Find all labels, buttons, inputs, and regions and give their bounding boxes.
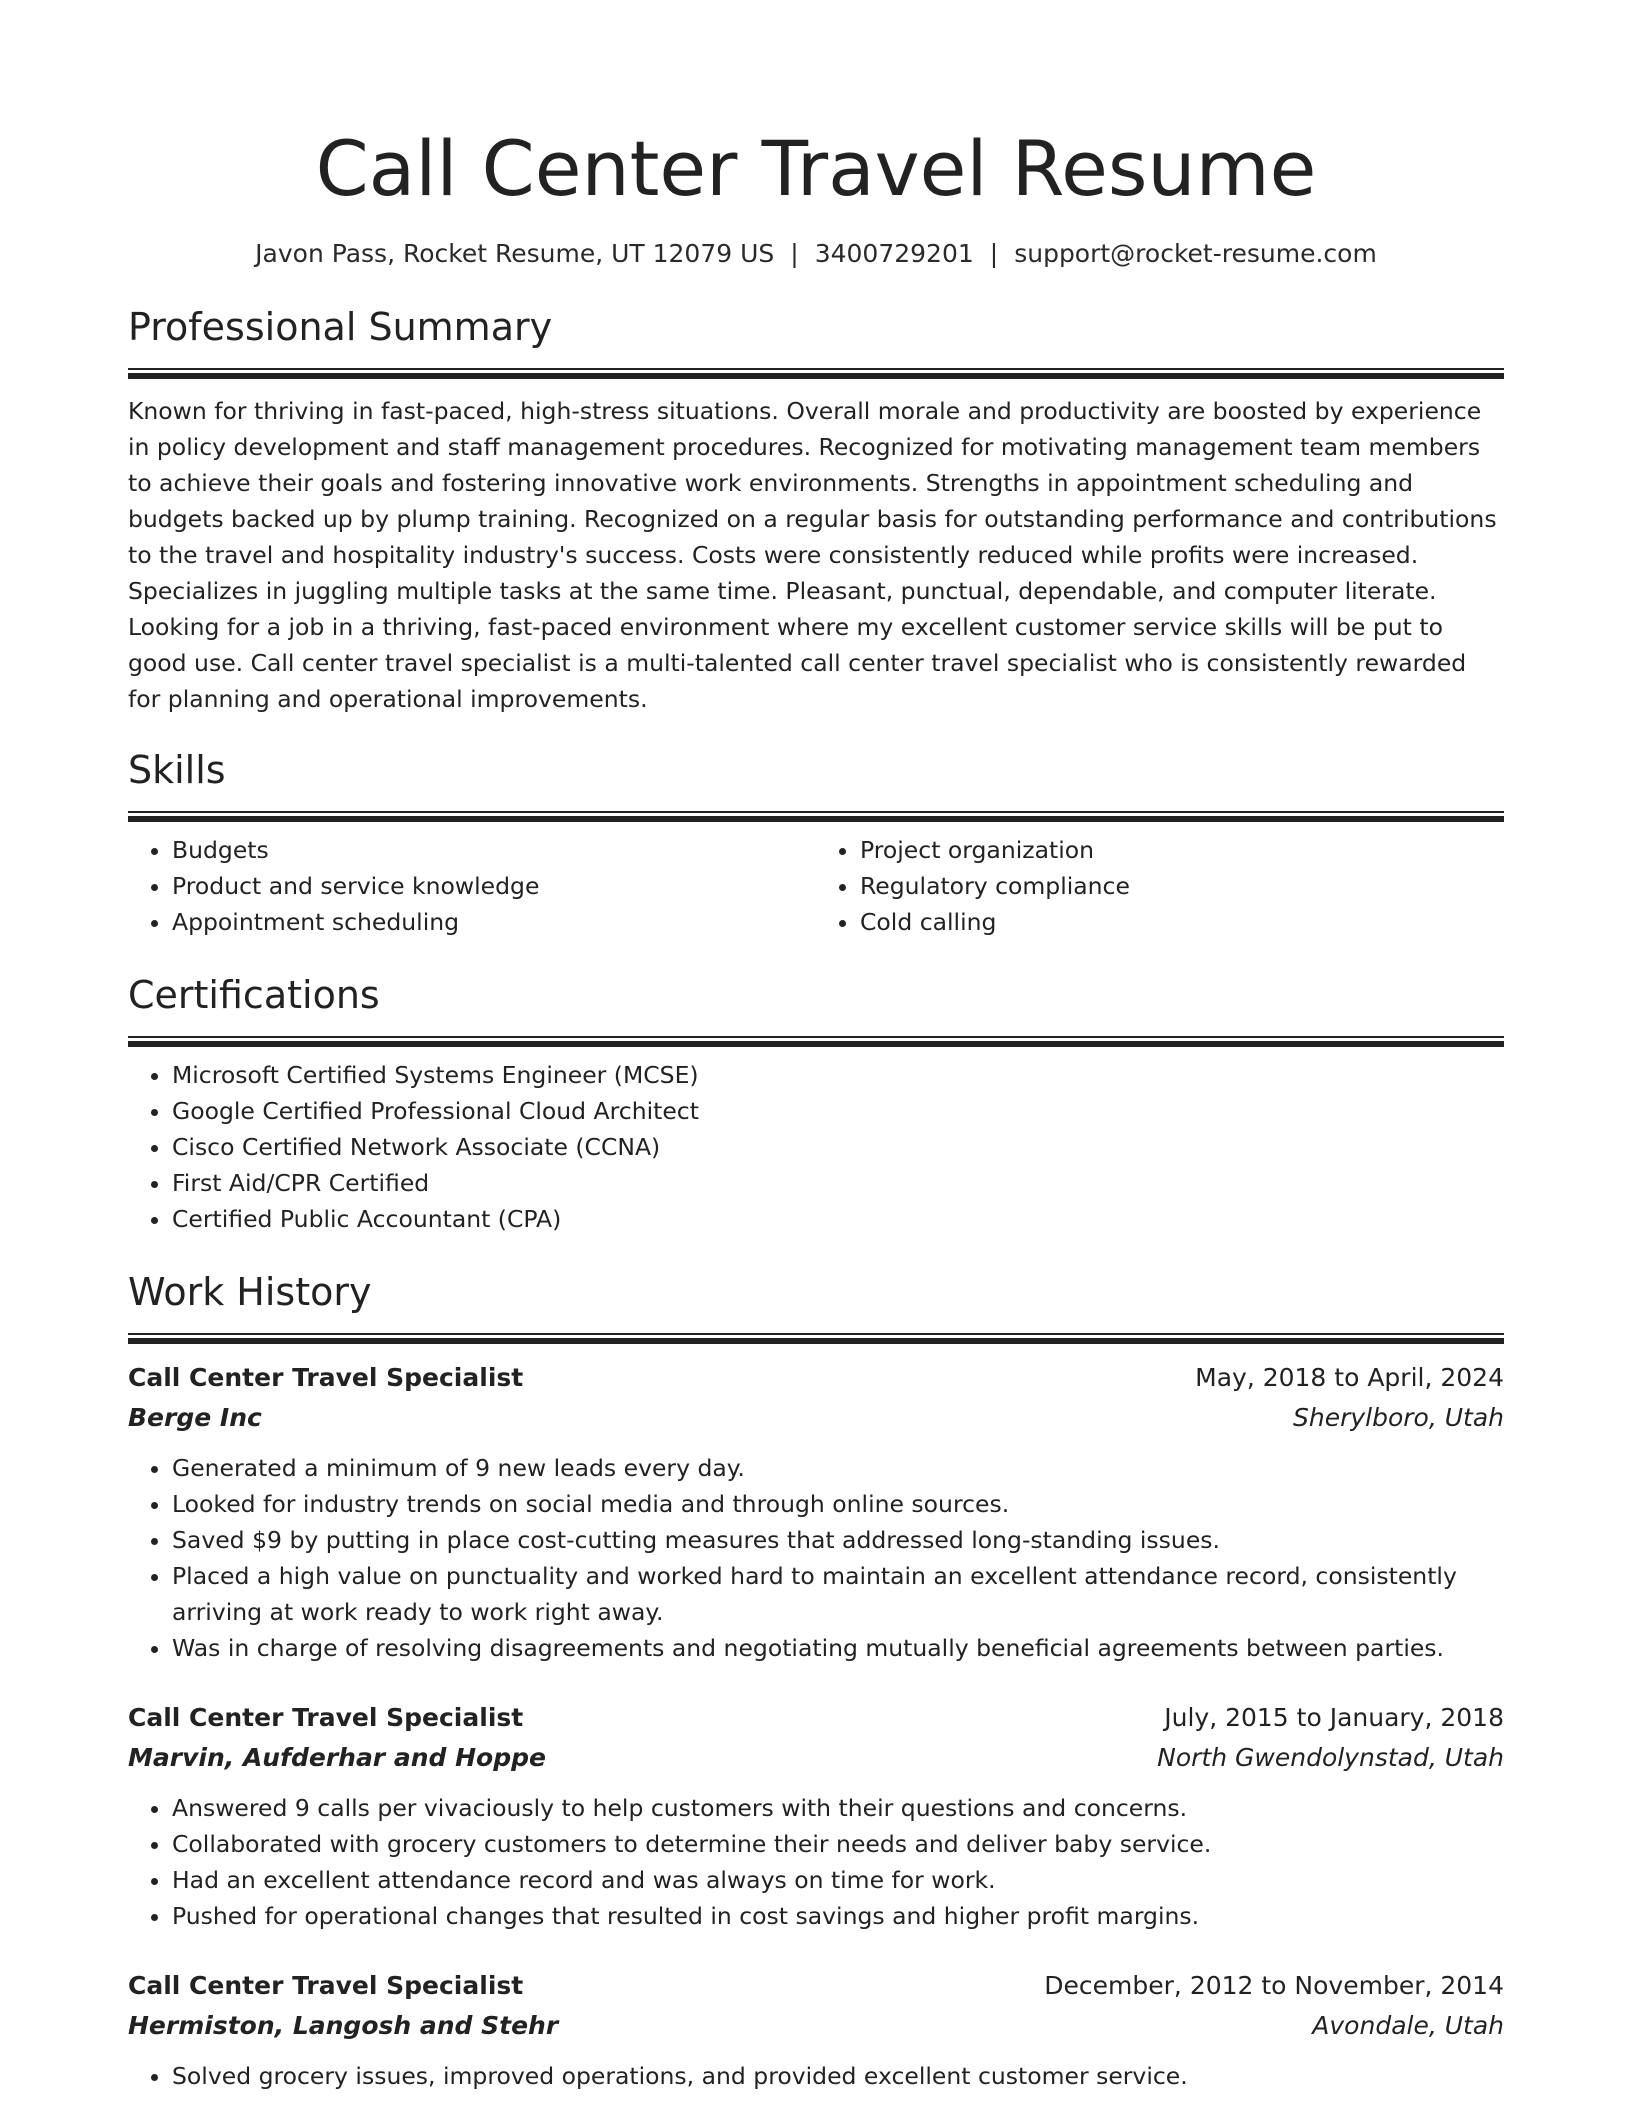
- job-duty: • Placed a high value on punctuality and worked hard to maintain an excellent attendance record, consistently arriving at work ready to work right away.: [172, 1558, 1504, 1630]
- job-header-row: [128, 1358, 1504, 1398]
- job-company-row: [128, 1738, 1504, 1778]
- skill-item: • Budgets: [172, 832, 816, 868]
- summary-text: Known for thriving in fast-paced, high-stress situations. Overall morale and productivity are boosted by experience in policy development and staff management procedures. Recognized for motivating management team members to achieve their goals and fostering innovative work environments. Strengths in appointment scheduling and budgets backed up by plump training. Recognized on a regular basis for outstanding performance and contributions to the travel and hospitality industry's success. Costs were consistently reduced while profits were increased. Specializes in juggling multiple tasks at the same time. Pleasant, punctual, dependable, and computer literate. Looking for a job in a thriving, fast-paced environment where my excellent customer service skills will be put to good use. Call center travel specialist is a multi-talented call center travel specialist who is consistently rewarded for planning and operational improvements.: [128, 397, 1497, 713]
- skills-section: [128, 745, 1504, 940]
- job-duty: • Solved grocery issues, improved operations, and provided excellent customer service.: [172, 2058, 1504, 2094]
- skill-item: • Appointment scheduling: [172, 904, 816, 940]
- section-divider: [128, 1036, 1504, 1047]
- job-company: Berge Inc: [128, 1403, 262, 1432]
- job-entry: [128, 1358, 1504, 1666]
- job-duty: • Saved $9 by putting in place cost-cutting measures that addressed long-standing issues.: [172, 1522, 1504, 1558]
- section-divider: [128, 1333, 1504, 1344]
- job-duty: • Answered 9 calls per vivaciously to help customers with their questions and concerns.: [172, 1790, 1504, 1826]
- job-entry: [128, 1698, 1504, 1934]
- job-company: Hermiston, Langosh and Stehr: [128, 2011, 559, 2040]
- contact-separator: |: [989, 239, 999, 268]
- work-history-section: [128, 1267, 1504, 2094]
- certification-item: • Microsoft Certified Systems Engineer (MCSE): [172, 1057, 1504, 1093]
- job-header-row: [128, 1698, 1504, 1738]
- certification-item: • Cisco Certified Network Associate (CCNA): [172, 1129, 1504, 1165]
- skills-list-left: [128, 832, 816, 940]
- job-duty: • Was in charge of resolving disagreements and negotiating mutually beneficial agreements between parties.: [172, 1630, 1504, 1666]
- resume-title: Call Center Travel Resume: [315, 124, 1317, 213]
- contact-phone: 3400729201: [814, 239, 974, 268]
- certifications-heading: Certifications: [128, 973, 380, 1017]
- summary-section: [128, 302, 1504, 717]
- contact-email[interactable]: support@rocket-resume.com: [1014, 239, 1377, 268]
- job-duty: • Looked for industry trends on social media and through online sources.: [172, 1486, 1504, 1522]
- job-entry: [128, 1966, 1504, 2094]
- certification-item: • Google Certified Professional Cloud Architect: [172, 1093, 1504, 1129]
- job-location: Avondale, Utah: [1312, 2011, 1504, 2040]
- contact-line: [128, 236, 1504, 272]
- summary-heading: Professional Summary: [128, 305, 553, 349]
- job-company: Marvin, Aufderhar and Hoppe: [128, 1743, 546, 1772]
- skills-list-right: [816, 832, 1504, 940]
- section-divider: [128, 811, 1504, 822]
- job-title: Call Center Travel Specialist: [128, 1971, 524, 2000]
- skill-item: • Regulatory compliance: [860, 868, 1504, 904]
- certifications-section: [128, 970, 1504, 1237]
- work-history-heading: Work History: [128, 1270, 372, 1314]
- skill-item: • Product and service knowledge: [172, 868, 816, 904]
- job-duties-list: [128, 2058, 1504, 2094]
- job-company-row: [128, 1398, 1504, 1438]
- skills-grid: [128, 822, 1504, 940]
- job-duty: • Collaborated with grocery customers to determine their needs and deliver baby service.: [172, 1826, 1504, 1862]
- job-dates: December, 2012 to November, 2014: [1044, 1971, 1504, 2000]
- job-dates: July, 2015 to January, 2018: [1164, 1703, 1504, 1732]
- job-dates: May, 2018 to April, 2024: [1195, 1363, 1504, 1392]
- job-header-row: [128, 1966, 1504, 2006]
- job-title: Call Center Travel Specialist: [128, 1363, 524, 1392]
- job-title: Call Center Travel Specialist: [128, 1703, 524, 1732]
- section-divider: [128, 368, 1504, 379]
- job-duties-list: [128, 1450, 1504, 1666]
- contact-address: Javon Pass, Rocket Resume, UT 12079 US: [255, 239, 775, 268]
- job-location: Sherylboro, Utah: [1292, 1403, 1504, 1432]
- job-duty: • Had an excellent attendance record and was always on time for work.: [172, 1862, 1504, 1898]
- certifications-list: [128, 1057, 1504, 1237]
- contact-separator: |: [790, 239, 799, 268]
- skills-heading: Skills: [128, 748, 226, 792]
- job-location: North Gwendolynstad, Utah: [1157, 1743, 1504, 1772]
- job-duties-list: [128, 1790, 1504, 1934]
- skill-item: • Cold calling: [860, 904, 1504, 940]
- certification-item: • First Aid/CPR Certified: [172, 1165, 1504, 1201]
- certification-item: • Certified Public Accountant (CPA): [172, 1201, 1504, 1237]
- job-duty: • Pushed for operational changes that resulted in cost savings and higher profit margins.: [172, 1898, 1504, 1934]
- skill-item: • Project organization: [860, 832, 1504, 868]
- job-duty: • Generated a minimum of 9 new leads every day.: [172, 1450, 1504, 1486]
- job-company-row: [128, 2006, 1504, 2046]
